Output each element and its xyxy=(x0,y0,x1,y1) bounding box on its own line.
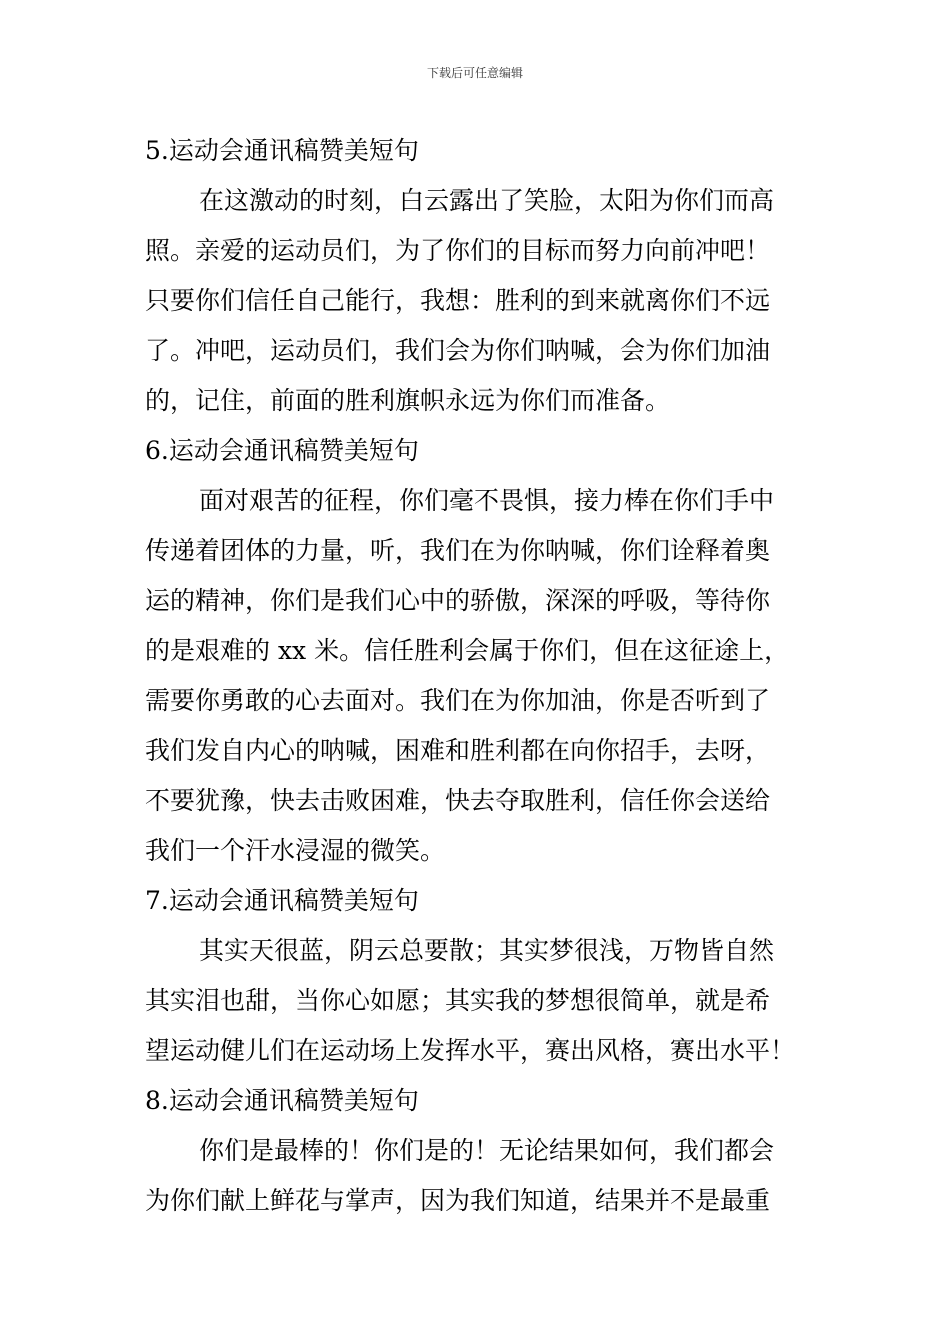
paragraph-line: 的是艰难的 xx 米。信任胜利会属于你们，但在这征途上， xyxy=(145,636,790,665)
paragraph-line: 需要你勇敢的心去面对。我们在为你加油，你是否听到了 xyxy=(145,686,771,715)
paragraph-line: 只要你们信任自己能行，我想：胜利的到来就离你们不远 xyxy=(145,286,771,315)
document-body xyxy=(145,126,807,1226)
paragraph-line: 其实天很蓝，阴云总要散；其实梦很浅，万物皆自然 xyxy=(199,936,775,965)
paragraph-line: 望运动健儿们在运动场上发挥水平，赛出风格，赛出水平！ xyxy=(145,1036,796,1065)
paragraph-line: 了。冲吧，运动员们，我们会为你们呐喊，会为你们加油 xyxy=(145,336,771,365)
paragraph-line: 照。亲爱的运动员们，为了你们的目标而努力向前冲吧！ xyxy=(145,236,771,265)
paragraph-line: 面对艰苦的征程，你们毫不畏惧，接力棒在你们手中 xyxy=(199,486,775,515)
paragraph-line: 的，记住，前面的胜利旗帜永远为你们而准备。 xyxy=(145,386,671,415)
paragraph-line: 在这激动的时刻，白云露出了笑脸，太阳为你们而高 xyxy=(199,186,775,215)
page-header: 下载后可任意编辑 xyxy=(426,66,523,80)
paragraph-line: 我们发自内心的呐喊，困难和胜利都在向你招手，去呀， xyxy=(145,736,771,765)
paragraph-line: 为你们献上鲜花与掌声，因为我们知道，结果并不是最重 xyxy=(145,1186,771,1215)
paragraph-line: 运的精神，你们是我们心中的骄傲，深深的呼吸，等待你 xyxy=(145,586,771,615)
section-heading: 8.运动会通讯稿赞美短句 xyxy=(145,1086,419,1115)
paragraph-line: 不要犹豫，快去击败困难，快去夺取胜利，信任你会送给 xyxy=(145,786,771,815)
paragraph-line: 你们是最棒的！你们是的！无论结果如何，我们都会 xyxy=(199,1136,775,1165)
paragraph-line: 传递着团体的力量，听，我们在为你呐喊，你们诠释着奥 xyxy=(145,536,771,565)
section-heading: 5.运动会通讯稿赞美短句 xyxy=(145,136,419,165)
paragraph-line: 我们一个汗水浸湿的微笑。 xyxy=(145,836,446,865)
paragraph-line: 其实泪也甜，当你心如愿；其实我的梦想很简单，就是希 xyxy=(145,986,771,1015)
section-heading: 6.运动会通讯稿赞美短句 xyxy=(145,436,419,465)
section-heading: 7.运动会通讯稿赞美短句 xyxy=(145,886,419,915)
